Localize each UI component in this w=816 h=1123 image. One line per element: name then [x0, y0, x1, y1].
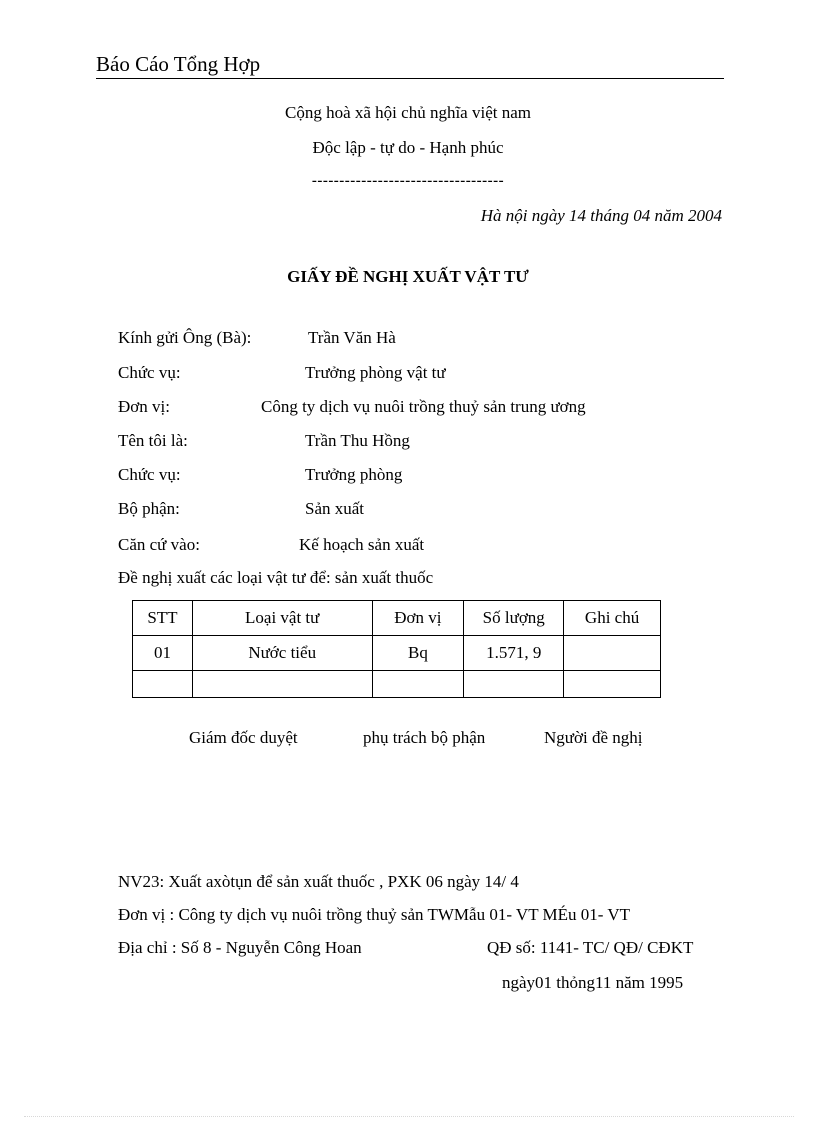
table-header-cell: Đơn vị: [372, 601, 464, 636]
field-value-chuc-vu-2: Trưởng phòng: [305, 465, 403, 484]
table-cell: Bq: [372, 636, 464, 671]
table-header-cell: Ghi chú: [564, 601, 661, 636]
document-title: GIẤY ĐỀ NGHỊ XUẤT VẬT TƯ: [287, 267, 529, 286]
table-cell: [133, 671, 193, 698]
field-label-chuc-vu-1: Chức vụ:: [118, 363, 181, 382]
header-rule: [96, 78, 724, 79]
field-value-bo-phan: Sản xuất: [305, 499, 365, 518]
table-cell: 1.571, 9: [464, 636, 564, 671]
field-label-ten-toi: Tên tôi là:: [118, 431, 188, 450]
footer-rule: [24, 1116, 794, 1117]
table-header-row: [133, 601, 661, 636]
date-line: Hà nội ngày 14 tháng 04 năm 2004: [480, 206, 722, 225]
signature-department-head: phụ trách bộ phận: [363, 728, 486, 747]
field-value-can-cu: Kế hoạch sản xuất: [299, 535, 425, 554]
table-header-cell: Số lượng: [464, 601, 564, 636]
table-cell: [464, 671, 564, 698]
note-address: Địa chỉ : Số 8 - Nguyễn Công Hoan: [118, 938, 362, 957]
field-label-can-cu: Căn cứ vào:: [118, 535, 200, 554]
table-cell: 01: [133, 636, 193, 671]
field-label-bo-phan: Bộ phận:: [118, 499, 180, 518]
table-row: [133, 636, 661, 671]
field-value-ten-toi: Trần Thu Hồng: [305, 431, 410, 450]
page-header-title: Báo Cáo Tổng Hợp: [96, 52, 261, 76]
table-header-cell: Loại vật tư: [192, 601, 372, 636]
motto-separator: -----------------------------------: [311, 173, 505, 189]
table-cell: [564, 671, 661, 698]
table-header-cell: STT: [133, 601, 193, 636]
table-cell: [564, 636, 661, 671]
table-cell: [372, 671, 464, 698]
field-value-kinh-gui: Trần Văn Hà: [308, 328, 396, 347]
table-row: [133, 671, 661, 698]
request-line: Đề nghị xuất các loại vật tư để: sản xuất thuốc: [118, 568, 434, 587]
table-cell: Nước tiểu: [192, 636, 372, 671]
field-label-don-vi: Đơn vị:: [118, 397, 170, 416]
materials-table: [132, 600, 661, 698]
field-label-chuc-vu-2: Chức vụ:: [118, 465, 181, 484]
field-label-kinh-gui: Kính gửi Ông (Bà):: [118, 328, 252, 347]
note-decision-date: ngày01 thỏng11 năm 1995: [502, 973, 684, 992]
national-motto-line1: Cộng hoà xã hội chủ nghĩa việt nam: [285, 103, 531, 122]
note-line-2: Đơn vị : Công ty dịch vụ nuôi trồng thuỷ sản TWMẫu 01- VT MÉu 01- VT: [118, 905, 631, 924]
signature-requester: Người đề nghị: [544, 728, 643, 747]
note-line-1: NV23: Xuất axòtụn để sản xuất thuốc , PXK 06 ngày 14/ 4: [118, 872, 519, 891]
national-motto-line2: Độc lập - tự do - Hạnh phúc: [312, 138, 504, 157]
field-value-don-vi: Công ty dịch vụ nuôi trồng thuỷ sản trung ương: [261, 397, 586, 416]
field-value-chuc-vu-1: Trưởng phòng vật tư: [305, 363, 446, 382]
table-cell: [192, 671, 372, 698]
note-decision-number: QĐ số: 1141- TC/ QĐ/ CĐKT: [487, 938, 694, 957]
signature-director: Giám đốc duyệt: [189, 728, 298, 747]
